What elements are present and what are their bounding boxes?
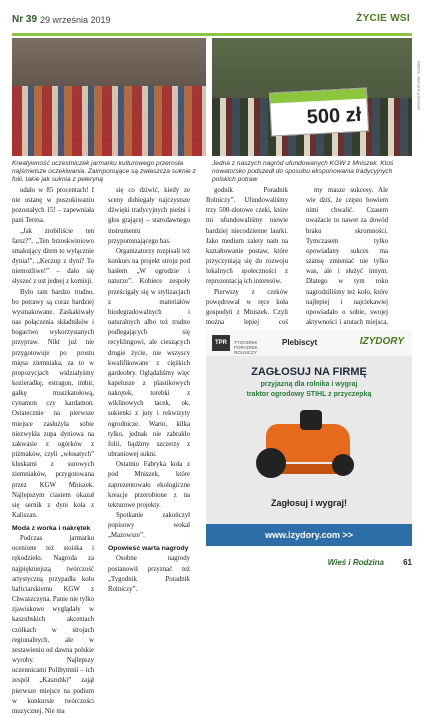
subheading: Moda z worka i nakrętek bbox=[12, 525, 91, 533]
paragraph: udało w 85 procentach! I nie ustanę w poszukiwaniu pozostałych 15! – zapewniała pani Teresa. bbox=[12, 187, 94, 225]
header-rule bbox=[12, 33, 412, 36]
photo-strip bbox=[12, 38, 412, 156]
article-column-2 bbox=[108, 186, 190, 595]
prize-check bbox=[269, 87, 369, 136]
advertisement[interactable] bbox=[206, 330, 412, 546]
issue-number: Nr 39 bbox=[12, 14, 38, 25]
mower-front-wheel bbox=[332, 454, 354, 476]
ad-subline: przyjazną dla rolnika i wygraj bbox=[260, 381, 358, 388]
mower-rear-wheel bbox=[256, 448, 286, 478]
tractor-mower-image bbox=[250, 406, 368, 486]
tpr-logo: TPR bbox=[212, 335, 230, 351]
paragraph: my masze sukcesy. Ale wie dziś, że często bowiem nimi chwalić. Czasem uważacie to nawet za dowód braku skromności. Tymczasem tylko opowiadany sukces ma szansę zmieniać nie tylko was, ale i służyć innym. Dlatego w tym roku nagrodziliśmy też koło, które najlepiej i najciekawiej opowiadało o sobie, swojej aktywności i atutach miejsca, bbox=[306, 187, 388, 326]
check-amount: 500 zł bbox=[306, 103, 362, 129]
paragraph: Osobne nagrody postanowił przyznać też „Tygodnik Poradnik Rolniczy”. bbox=[108, 555, 190, 593]
paragraph: się co dziwić, kiedy ze sceny dobiegały najczystsze dźwięki tradycyjnych pieśni i głos grającej – starodawnego instrumentu przypominającego bas. bbox=[108, 187, 190, 245]
paragraph: „Jak zrobiliście ten farsz?”, „Ten brzoskwiniowo smakujący dżem to wyłącznie dynia!”, „Keczup z dyni? To niemożliwe!” – dało się słyszeć z ust jednej z komisji. bbox=[12, 227, 94, 286]
paragraph: Spotkanie zakończył popisowy wokal „Mazowsze”. bbox=[108, 512, 190, 540]
subheading: Opowieść warta nagrody bbox=[108, 545, 189, 553]
issue-date: 29 września 2019 bbox=[40, 15, 111, 25]
section-title: ŻYCIE WSI bbox=[356, 13, 410, 24]
ad-subline-2: traktor ogrodowy STIHL z przyczepką bbox=[246, 391, 372, 398]
ad-url-link[interactable]: www.izydory.com >> bbox=[206, 524, 412, 546]
paragraph: Podczas jarmarku ocenione też stoiska i rękodzieło. Nagroda za najpiękniejszą twórczość artystyczną przypadła kołu haftciarskiemu KGW z Chwaszczyna. Panie nie tylko zjawiskowe wyglądały w kaszubskich akcentach czółkach w strojach regionalnych, ale w zestawieniu od dawna polskie wyroby. Najlepszy uczennicami Polihymnii – ich zespół „Kaszubki” zajął pierwsze miejsce na podium w konkursie twórczości muzycznej. Nie ma bbox=[12, 535, 94, 715]
photo-fashion-show bbox=[12, 38, 206, 156]
paragraph: Organizatorzy rozpisali też konkurs na projekt stroju pod hasłem „W ogrodzie i naturze”. Kobiece zespoły prześcigały się w stylizacjach z materiałów biodegradowalnych i naturalnych albo też trudno podlegających się recyklingowi, ale cieszących drugie życie, nie wszyscy kwalifikowane z ciężkich gardeobry. Oglądaliśmy więc kapelusze z plastikowych nakrętek, torebki z wiklinowych tacek, ok, sukienki z juty i rekwizyty ogrodnicze. Warto, kilka tylko, jednak nie zabrakło folii, bądźmy szczerzy z ubraniowej sukni. bbox=[108, 247, 190, 459]
paragraph: Pierwszy z czeków powędrował w ręce koła gospodyń z Mniszek. Czyli można lepiej coś bbox=[206, 288, 288, 326]
ad-call-to-action: Zagłosuj i wygraj! bbox=[270, 498, 347, 508]
check-strip bbox=[270, 89, 366, 104]
paragraph: godnik Poradnik Rolniczy”. Ufundowaliśmy trzy 500-złotowe czeki, które mi ufundowaliśmy niewie bardziej niecodzienne laurki. Jako medium zalety nam na kształtowanie postaw, które przyczyniają się do rozwoju lokalnych społeczności z reprezentacją ich interesów. bbox=[206, 187, 288, 286]
photo-crowd bbox=[12, 86, 206, 156]
mower-deck bbox=[280, 464, 336, 474]
photo-award bbox=[212, 38, 412, 156]
side-credit: INSIDE: Michał Kuzimowski bbox=[416, 60, 421, 110]
paragraph: Ostatnio Fabryka koła z pod Mniszek, które zaprezentowało ekologiczne kreacje przerobione z na tekturowe projekty. bbox=[108, 461, 190, 509]
ad-brand: IZYDORY bbox=[359, 336, 404, 347]
photo-caption-left: Kreatywność uczestniczek jarmarku kulturowego przerosła najśmielsze oczekiwania. Zaimponujące są zwłaszcza suknie z folii, takie jak suknia z peleryną bbox=[12, 160, 196, 183]
page-footer bbox=[12, 556, 412, 567]
photo-caption-right: Jedna z naszych nagród ufundowanych KGW z Mniszek. Ktoś nowatorsko podszedł do sposobu eksponowania tradycyjnych polskich potraw bbox=[212, 160, 394, 183]
article-column-3 bbox=[206, 186, 288, 326]
ad-plebiscyt: Plebiscyt bbox=[282, 338, 318, 347]
ad-top-bar bbox=[206, 330, 412, 356]
article-column-1 bbox=[12, 186, 94, 717]
article-column-4 bbox=[306, 186, 388, 326]
ad-headline: ZAGŁOSUJ NA FIRMĘ bbox=[251, 366, 367, 378]
paragraph: Było tam bardzo trudno, bo potrawy są coraz bardziej wysmakowane. Zaskakiwały nas połączenia składników i bogactwo wykorzystanych przypraw. Nikt już nie przygotowuje po prostu mięsa ziemniaka, za to w propozycjach widziałyśmy kozieradkę, estragon, imbir, gałkę muszkatołową, cynamon czy kardamon. Ostatecznie na pierwsze miejsce zasłużyła sobie niezwykła zupa dyniowa na zakwasie z ogórków z piżmaków, czyli „włosatych” kluskami z surowych ziemniaków, przygotowana przez KGW Mniszek. Najlepszym ciastem okazał się sernik z dyni koła z Kaliszan. bbox=[12, 288, 94, 519]
page-number: 61 bbox=[403, 558, 412, 567]
magazine-name: Wieś i Rodzina bbox=[327, 558, 384, 567]
page-header bbox=[0, 0, 424, 40]
mower-seat bbox=[300, 410, 322, 430]
tpr-logo-subtitle: TYGODNIK PORADNIK ROLNICZY bbox=[234, 340, 258, 355]
